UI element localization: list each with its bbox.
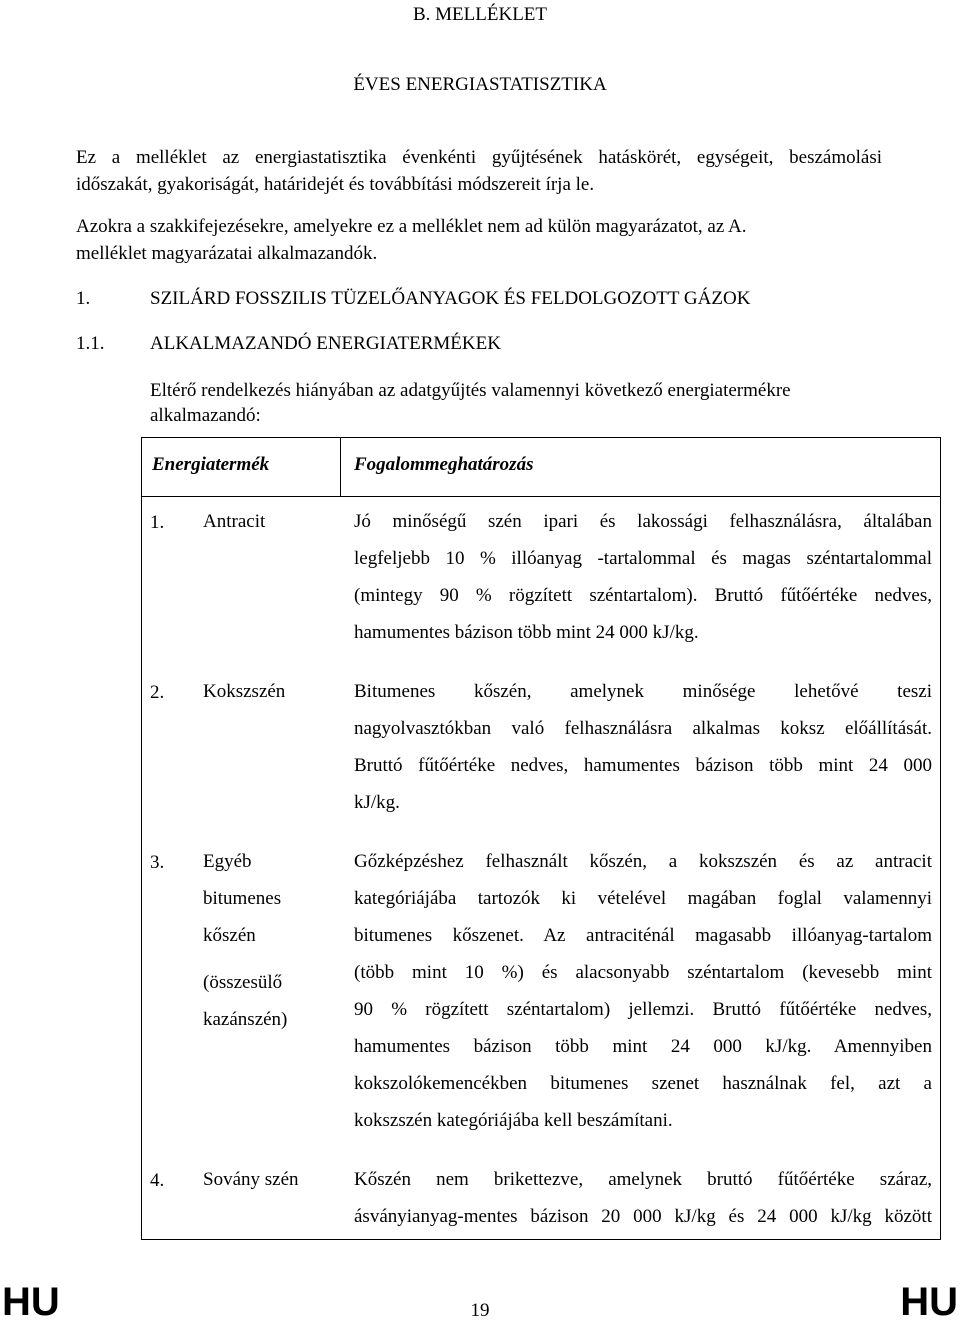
definition-line: kokszszén kategóriájába kell beszámítani. xyxy=(354,1110,673,1131)
subsection-text-line1: Eltérő rendelkezés hiányában az adatgyűjtés valamennyi következő energiatermékre xyxy=(150,380,791,401)
row-number: 4. xyxy=(150,1170,165,1191)
intro-p1-line2: időszakát, gyakoriságát, határidejét és továbbítási módszereit írja le. xyxy=(76,174,595,195)
product-name-line: bitumenes xyxy=(203,888,282,909)
definition-line: (több mint 10 %) és alacsonyabb széntartalom (kevesebb mint xyxy=(354,962,932,983)
definition-line: hamumentes bázison több mint 24 000 kJ/kg. Amennyiben xyxy=(354,1036,932,1057)
annex-title: B. MELLÉKLET xyxy=(412,4,548,25)
definition-line: Bruttó fűtőértéke nedves, hamumentes bázison több mint 24 000 xyxy=(354,755,932,776)
intro-paragraph-1 xyxy=(76,147,882,196)
product-name-line: kazánszén) xyxy=(203,1009,288,1030)
product-name-line: Kokszszén xyxy=(203,681,286,702)
product-name-line: Antracit xyxy=(203,511,266,532)
intro-p1-line1: Ez a melléklet az energiastatisztika évenkénti gyűjtésének hatáskörét, egységeit, beszámolási xyxy=(76,147,882,168)
definition-line: legfeljebb 10 % illóanyag -tartalommal és magas széntartalommal xyxy=(354,548,932,569)
definition-line: bitumenes kőszenet. Az antraciténál magasabb illóanyag-tartalom xyxy=(354,925,932,946)
product-name-line: Egyéb xyxy=(203,851,252,872)
product-name xyxy=(203,1161,299,1198)
definition-line: kJ/kg. xyxy=(354,792,400,813)
column-header-product: Energiatermék xyxy=(152,454,270,475)
row-number: 1. xyxy=(150,512,165,533)
energy-products-table xyxy=(141,437,941,1240)
product-definition xyxy=(354,843,932,1139)
product-definition xyxy=(354,673,932,821)
intro-p2-line2: melléklet magyarázatai alkalmazandók. xyxy=(76,243,378,264)
product-name xyxy=(203,503,265,540)
subsection-text xyxy=(150,380,791,427)
definition-line: hamumentes bázison több mint 24 000 kJ/kg. xyxy=(354,622,699,643)
column-header-definition: Fogalommeghatározás xyxy=(354,454,534,475)
product-definition xyxy=(354,503,932,651)
product-definition xyxy=(354,1161,932,1235)
definition-line: Bitumenes kőszén, amelynek minősége lehetővé teszi xyxy=(354,681,932,702)
document-title: ÉVES ENERGIASTATISZTIKA xyxy=(353,74,607,95)
row-number: 3. xyxy=(150,852,165,873)
table-column-divider xyxy=(340,438,341,496)
product-name-line: Sovány szén xyxy=(203,1169,299,1190)
definition-line: Gőzképzéshez felhasznált kőszén, a kokszszén és az antracit xyxy=(354,851,932,872)
definition-line: kokszolókemencékben bitumenes szenet használnak fel, azt a xyxy=(354,1073,932,1094)
definition-line: (mintegy 90 % rögzített széntartalom). Bruttó fűtőértéke nedves, xyxy=(354,585,932,606)
subsection-number: 1.1. xyxy=(76,333,105,354)
intro-paragraph-2 xyxy=(76,216,746,265)
section-number: 1. xyxy=(76,288,91,309)
definition-line: Kőszén nem brikettezve, amelynek bruttó fűtőértéke száraz, xyxy=(354,1169,932,1190)
definition-line: kategóriájába tartozók ki vételével magában foglal valamennyi xyxy=(354,888,932,909)
row-number: 2. xyxy=(150,682,165,703)
product-name-line: (összesülő xyxy=(203,972,283,993)
product-name xyxy=(203,673,285,710)
section-title: SZILÁRD FOSSZILIS TÜZELŐANYAGOK ÉS FELDOLGOZOTT GÁZOK xyxy=(150,288,751,309)
footer-country-code-right: HU xyxy=(900,1280,958,1324)
page-number: 19 xyxy=(470,1300,490,1321)
intro-p2-line1: Azokra a szakkifejezésekre, amelyekre ez a melléklet nem ad külön magyarázatot, az A. xyxy=(76,216,747,237)
footer-country-code-left: HU xyxy=(2,1280,60,1324)
subsection-title: ALKALMAZANDÓ ENERGIATERMÉKEK xyxy=(150,333,501,354)
definition-line: Jó minőségű szén ipari és lakossági felhasználásra, általában xyxy=(354,511,932,532)
definition-line: nagyolvasztókban való felhasználásra alkalmas koksz előállítását. xyxy=(354,718,932,739)
definition-line: ásványianyag-mentes bázison 20 000 kJ/kg és 24 000 kJ/kg között xyxy=(354,1206,932,1227)
product-name xyxy=(203,843,287,1038)
subsection-text-line2: alkalmazandó: xyxy=(150,405,261,426)
table-header-divider xyxy=(142,496,940,497)
definition-line: 90 % rögzített széntartalom) jellemzi. Bruttó fűtőértéke nedves, xyxy=(354,999,932,1020)
product-name-line: kőszén xyxy=(203,925,256,946)
